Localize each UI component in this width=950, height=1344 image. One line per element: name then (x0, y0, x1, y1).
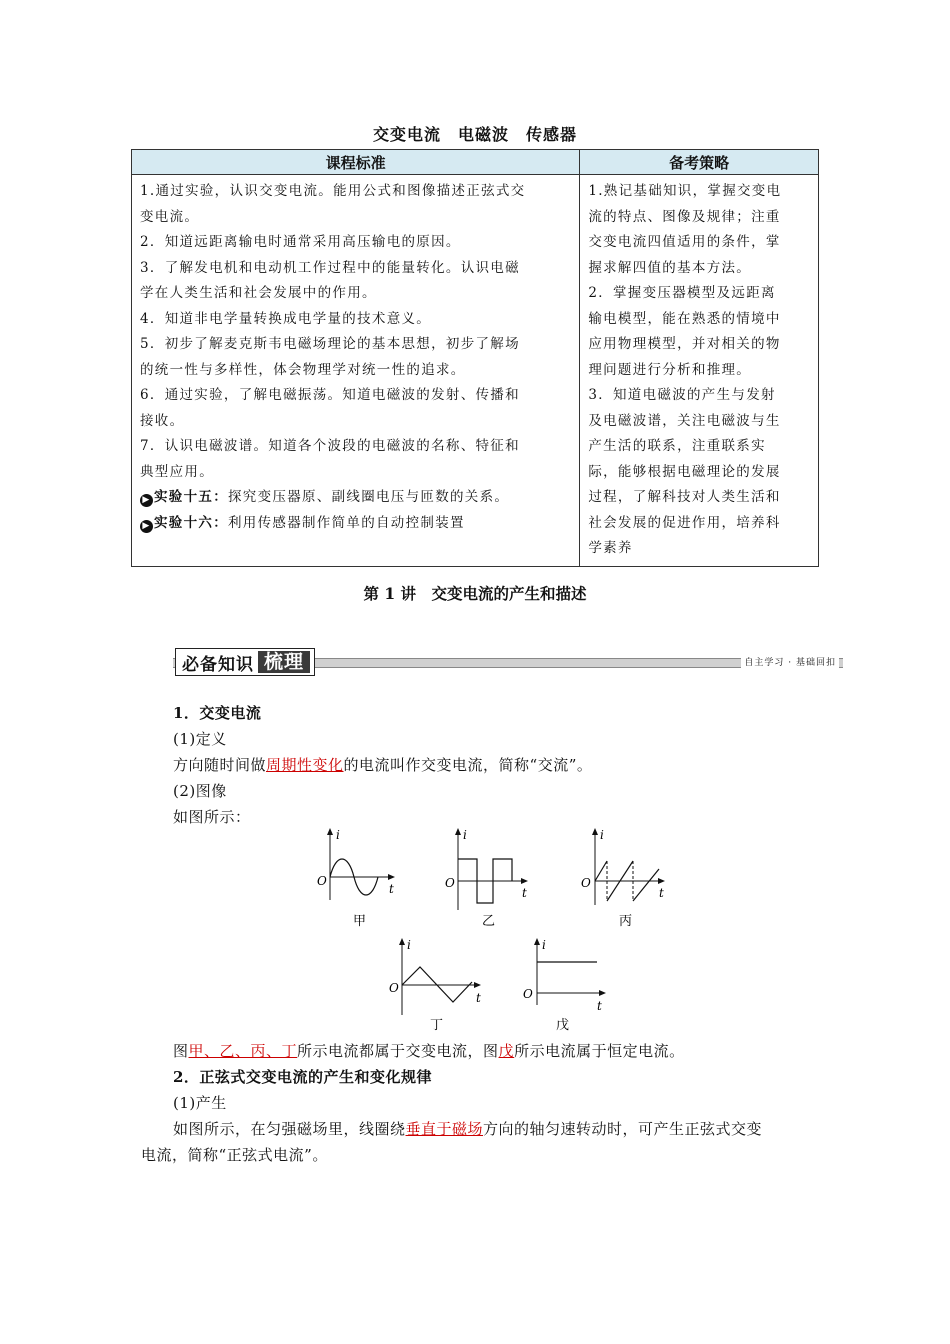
graph-t-label: t (389, 882, 394, 896)
standard-line: 6．通过实验，了解电磁振荡。知道电磁波的发射、传播和 (140, 387, 520, 403)
axis-arrow (474, 982, 481, 988)
graph-i-label: i (463, 828, 467, 842)
text-run: 的电流叫作交变电流，简称“交流”。 (343, 756, 593, 774)
axis-arrow (399, 938, 405, 945)
graph-yi (440, 825, 540, 935)
section-1-definition-heading: (1)定义 (173, 730, 227, 748)
strategy-line: 社会发展的促进作用，培养科 (588, 514, 781, 531)
graph-t-label: t (597, 999, 602, 1013)
graph-wu (517, 935, 617, 1040)
graph-t-label: t (659, 886, 664, 900)
lecture-title: 第 1 讲 交变电流的产生和描述 (363, 584, 587, 603)
graph-i-label: i (407, 938, 411, 952)
graph-origin-label: O (581, 876, 591, 890)
strategy-line: 产生活的联系，注重联系实 (588, 438, 766, 454)
graph-jia (310, 825, 400, 935)
graph-origin-label: O (445, 876, 455, 890)
strategy-line: 际，能够根据电磁理论的发展 (588, 463, 781, 480)
section-1-summary (173, 1040, 685, 1061)
text-run: 所示电流属于恒定电流。 (514, 1042, 685, 1060)
strategy-line: 输电模型，能在熟悉的情境中 (588, 310, 781, 327)
section-2-paragraph-line2: 电流，简称“正弦式电流”。 (141, 1146, 328, 1164)
text-run: 方向的轴匀速转动时，可产生正弦式交变 (483, 1120, 763, 1138)
section-2-paragraph-line1 (173, 1118, 762, 1139)
section-1-figure-intro: 如图所示： (173, 808, 251, 826)
strategy-line: 握求解四值的基本方法。 (588, 259, 752, 276)
axis-arrow (521, 878, 528, 884)
answer-blank: 垂直于磁场 (405, 1120, 484, 1138)
strategy-line: 2．掌握变压器模型及远距离 (588, 285, 776, 301)
text-run: 所示电流都属于交变电流，图 (297, 1042, 499, 1060)
strategy-line: 应用物理模型，并对相关的物 (588, 336, 781, 352)
graph-caption: 丁 (430, 1018, 444, 1033)
answer-blank: 甲、乙、丙、丁 (188, 1042, 298, 1060)
strategy-line: 学素养 (588, 540, 633, 556)
page-title: 交变电流 电磁波 传感器 (372, 125, 577, 144)
banner-subtitle: 自主学习 · 基础回扣 (741, 655, 839, 668)
experiment-15-text: 探究变压器原、副线圈电压与匝数的关系。 (228, 489, 510, 505)
exam-strategy-cell (580, 175, 819, 567)
strategy-line: 及电磁波谱，关注电磁波与生 (588, 412, 781, 429)
standard-line: 变电流。 (140, 208, 200, 225)
graph-t-label: t (522, 886, 527, 900)
standard-line: 1.通过实验，认识交变电流。能用公式和图像描述正弦式交 (140, 183, 526, 199)
strategy-line: 理问题进行分析和推理。 (588, 361, 752, 378)
strategy-line: 过程，了解科技对人类生活和 (588, 489, 781, 505)
standard-line: 5．初步了解麦克斯韦电磁场理论的基本思想，初步了解场 (140, 336, 520, 352)
axis-arrow (455, 828, 461, 835)
answer-blank: 周期性变化 (266, 756, 344, 774)
header-exam-strategy: 备考策略 (580, 150, 819, 175)
experiment-15 (140, 485, 573, 511)
graph-i-label: i (600, 828, 604, 842)
graph-i-label: i (542, 938, 546, 952)
graph-caption: 戊 (556, 1018, 570, 1033)
play-circle-icon: ▶ (140, 520, 153, 533)
text-run: 图 (173, 1042, 189, 1060)
graph-caption: 丙 (619, 914, 633, 929)
section-1-image-heading: (2)图像 (173, 782, 227, 800)
section-2-title: 2．正弦式交变电流的产生和变化规律 (173, 1068, 432, 1086)
axis-arrow (534, 938, 540, 945)
axis-arrow (327, 828, 333, 835)
section-banner (173, 648, 843, 676)
text-run: 如图所示，在匀强磁场里，线圈绕 (173, 1120, 406, 1138)
graph-i-label: i (336, 828, 340, 842)
graph-origin-label: O (523, 987, 533, 1001)
graph-caption: 乙 (482, 914, 496, 929)
axis-arrow (599, 990, 606, 996)
experiment-15-label: 实验十五： (154, 489, 228, 505)
graph-origin-label: O (317, 874, 327, 888)
banner-label-dark: 梳理 (258, 651, 310, 673)
section-1-definition (173, 754, 592, 775)
curriculum-table (131, 149, 819, 567)
standard-line: 典型应用。 (140, 463, 214, 480)
text-run: 方向随时间做 (173, 756, 267, 774)
answer-blank: 戊 (498, 1042, 515, 1060)
standard-line: 学在人类生活和社会发展中的作用。 (140, 285, 377, 301)
axis-arrow (592, 828, 598, 835)
graph-ding (385, 935, 495, 1040)
axis-arrow (388, 874, 395, 880)
strategy-line: 流的特点、图像及规律；注重 (588, 208, 781, 225)
header-curriculum-standard: 课程标准 (132, 150, 580, 175)
play-circle-icon: ▶ (140, 494, 153, 507)
standard-line: 接收。 (140, 412, 185, 429)
curriculum-standard-cell (132, 175, 580, 567)
sawtooth-segment (633, 869, 659, 901)
graph-caption: 甲 (353, 914, 367, 929)
experiment-16-label: 实验十六： (154, 514, 228, 531)
standard-line: 的统一性与多样性，体会物理学对统一性的追求。 (140, 361, 466, 378)
standard-line: 2．知道远距离输电时通常采用高压输电的原因。 (140, 234, 461, 250)
graph-bing (575, 825, 675, 935)
graph-t-label: t (476, 991, 481, 1005)
strategy-line: 1.熟记基础知识，掌握交变电 (588, 183, 782, 199)
standard-line: 4．知道非电学量转换成电学量的技术意义。 (140, 310, 432, 327)
banner-label (175, 648, 315, 676)
strategy-line: 交变电流四值适用的条件，掌 (588, 234, 781, 250)
standard-line: 7．认识电磁波谱。知道各个波段的电磁波的名称、特征和 (140, 438, 520, 454)
banner-label-text: 必备知识 (182, 654, 254, 675)
axis-arrow (658, 878, 665, 884)
experiment-16 (140, 511, 573, 537)
standard-line: 3．了解发电机和电动机工作过程中的能量转化。认识电磁 (140, 259, 520, 276)
sawtooth-segment (595, 861, 607, 881)
section-2-generation-heading: (1)产生 (173, 1094, 227, 1112)
section-1-title: 1．交变电流 (173, 704, 262, 722)
graph-origin-label: O (389, 981, 399, 995)
experiment-16-text: 利用传感器制作简单的自动控制装置 (228, 514, 465, 531)
strategy-line: 3．知道电磁波的产生与发射 (588, 387, 776, 403)
